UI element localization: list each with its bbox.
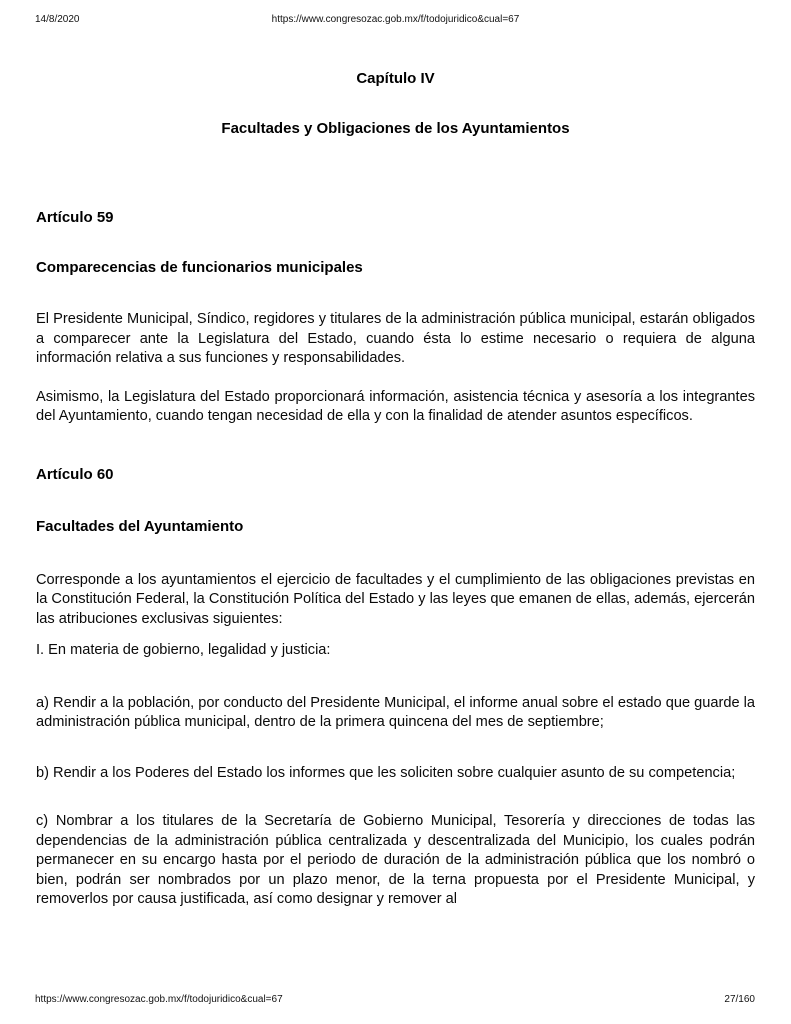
- print-footer: [0, 994, 791, 1007]
- article-60-item-a: a) Rendir a la población, por conducto del Presidente Municipal, el informe anual sobre el estado que guarde la administración pública municipal, dentro de la primera quincena del mes de septiembre;: [36, 694, 755, 730]
- document-content: [36, 26, 755, 910]
- article-60-subheading: Facultades del Ayuntamiento: [36, 517, 244, 535]
- article-59-paragraph: Asimismo, la Legislatura del Estado proporcionará información, asistencia técnica y asesoría a los integrantes del Ayuntamiento, cuando tengan necesidad de ella y con la finalidad de atender asuntos específicos.: [36, 388, 755, 424]
- article-59-paragraph: El Presidente Municipal, Síndico, regidores y titulares de la administración pública municipal, estarán obligados a comparecer ante la Legislatura del Estado, cuando ésta lo estime necesario o requiera de alguna información relativa a sus funciones y responsabilidades.: [36, 311, 755, 366]
- article-60-intro-paragraph: Corresponde a los ayuntamientos el ejercicio de facultades y el cumplimiento de las obligaciones previstas en la Constitución Federal, la Constitución Política del Estado y las leyes que emanen de ellas, además, ejercerán las atribuciones exclusivas siguientes:: [36, 571, 755, 627]
- header-url: https://www.congresozac.gob.mx/f/todojuridico&cual=67: [271, 14, 520, 25]
- footer-page-number: 27/160: [724, 994, 755, 1005]
- article-60-item-b: b) Rendir a los Poderes del Estado los informes que les soliciten sobre cualquier asunto de su competencia;: [36, 764, 736, 781]
- article-59-subheading: Comparecencias de funcionarios municipales: [36, 259, 363, 276]
- chapter-subtitle: Facultades y Obligaciones de los Ayuntamientos: [221, 120, 570, 137]
- article-59-heading: Artículo 59: [36, 209, 114, 226]
- article-60-fraction-1: I. En materia de gobierno, legalidad y justicia:: [36, 642, 331, 658]
- footer-url: https://www.congresozac.gob.mx/f/todojuridico&cual=67: [35, 994, 283, 1005]
- article-60-heading: Artículo 60: [36, 465, 114, 483]
- article-60-item-c: c) Nombrar a los titulares de la Secretaría de Gobierno Municipal, Tesorería y direcciones de todas las dependencias de la administración pública centralizada y descentralizada del Municipio, los cuales podrán permanecer en su encargo hasta por el periodo de duración de la administración pública que los nombró o bien, podrán ser nombrados por un plazo menor, de la terna propuesta por el Presidente Municipal, y removerlos por causa justificada, así como designar y remover al: [36, 813, 755, 907]
- chapter-title: Capítulo IV: [356, 70, 435, 87]
- header-date: 14/8/2020: [35, 14, 80, 25]
